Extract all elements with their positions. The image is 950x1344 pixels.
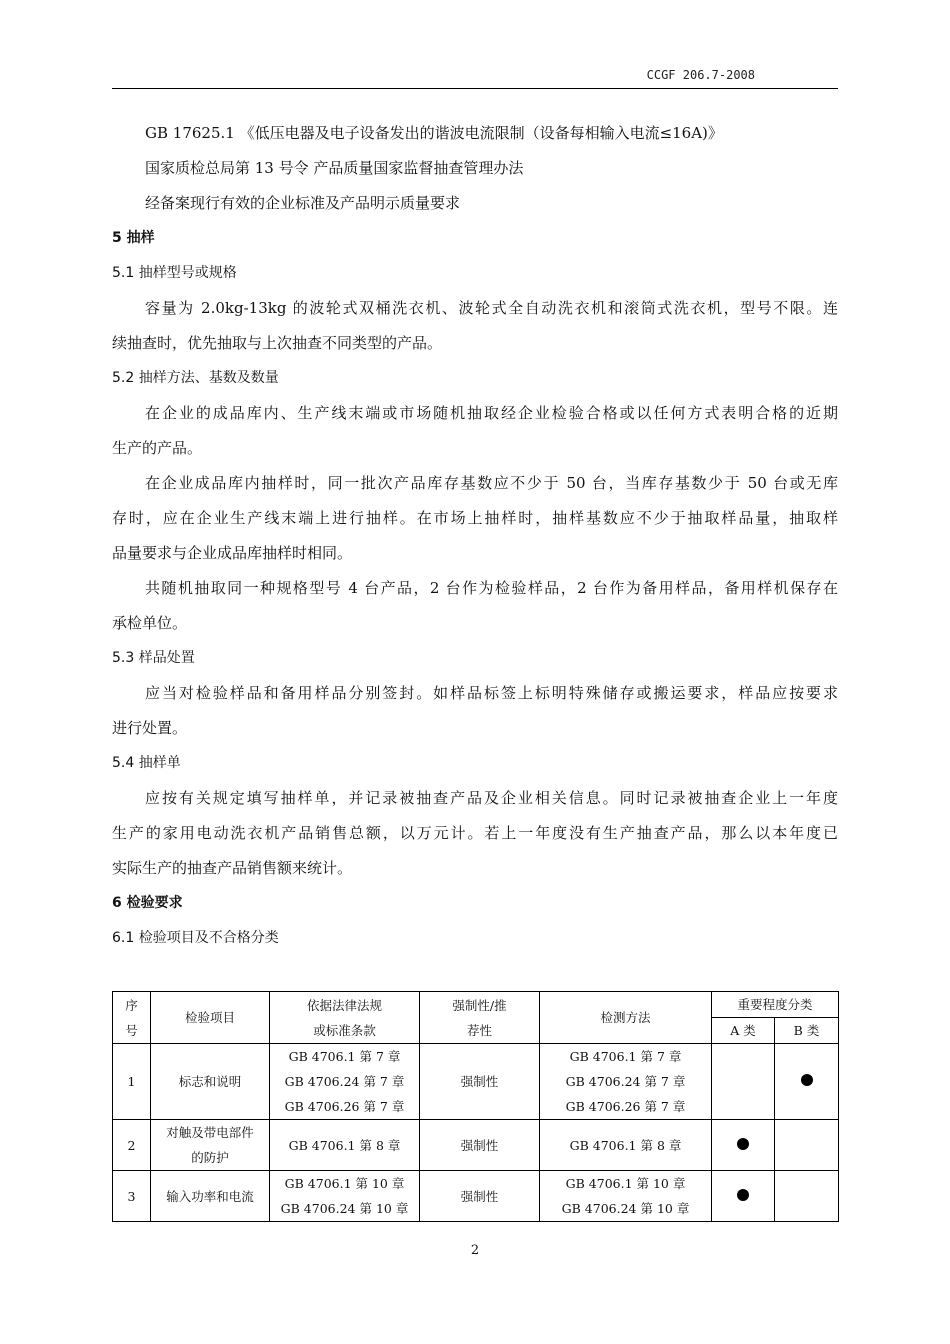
row-method: GB 4706.1 第 10 章 GB 4706.24 第 10 章 xyxy=(540,1171,712,1222)
row-class-b xyxy=(775,1171,839,1222)
row-mandatory: 强制性 xyxy=(420,1044,540,1120)
row-class-b xyxy=(775,1044,839,1120)
paragraph-line: 生产的产品。 xyxy=(112,439,203,457)
row-basis: GB 4706.1 第 10 章 GB 4706.24 第 10 章 xyxy=(270,1171,420,1222)
row-item: 输入功率和电流 xyxy=(151,1171,270,1222)
table-row xyxy=(113,1044,839,1120)
section-heading-sampling: 5 抽样 xyxy=(112,230,155,246)
regulation-reference-line: 国家质检总局第 13 号令 产品质量国家监督抽查管理办法 xyxy=(145,159,524,177)
document-body xyxy=(112,116,838,956)
paragraph-line: 承检单位。 xyxy=(112,614,188,632)
table-row xyxy=(113,1120,839,1171)
paragraph-line: 存时，应在企业生产线末端上进行抽样。在市场上抽样时，抽样基数应不少于抽取样品量，抽取样 xyxy=(112,509,838,527)
row-class-a xyxy=(712,1171,775,1222)
section-heading-inspection: 6 检验要求 xyxy=(112,895,183,911)
inspection-items-table xyxy=(112,991,839,1222)
paragraph-line: 在企业成品库内抽样时，同一批次产品库存基数应不少于 50 台，当库存基数少于 50 台或无库 xyxy=(145,474,838,492)
paragraph-line: 生产的家用电动洗衣机产品销售总额，以万元计。若上一年度没有生产抽查产品，那么以本年度已 xyxy=(112,824,838,842)
row-number: 1 xyxy=(113,1044,151,1120)
row-method: GB 4706.1 第 7 章 GB 4706.24 第 7 章 GB 4706.26 第 7 章 xyxy=(540,1044,712,1120)
header-mandatory: 强制性/推 荐性 xyxy=(420,992,540,1044)
row-item: 对触及带电部件 的防护 xyxy=(151,1120,270,1171)
row-basis: GB 4706.1 第 8 章 xyxy=(270,1120,420,1171)
row-class-a xyxy=(712,1044,775,1120)
row-class-b xyxy=(775,1120,839,1171)
paragraph-line: 应当对检验样品和备用样品分别签封。如样品标签上标明特殊储存或搬运要求，样品应按要求 xyxy=(145,684,838,702)
paragraph-line: 实际生产的抽查产品销售额来统计。 xyxy=(112,859,353,877)
row-basis: GB 4706.1 第 7 章 GB 4706.24 第 7 章 GB 4706.26 第 7 章 xyxy=(270,1044,420,1120)
table-row xyxy=(113,1171,839,1222)
paragraph-line: 共随机抽取同一种规格型号 4 台产品，2 台作为检验样品，2 台作为备用样品，备用样机保存在 xyxy=(145,579,838,597)
paragraph-line: 容量为 2.0kg-13kg 的波轮式双桶洗衣机、波轮式全自动洗衣机和滚筒式洗衣机，型号不限。连 xyxy=(145,299,838,317)
header-class-b: B 类 xyxy=(775,1018,839,1044)
standard-reference-line: GB 17625.1 《低压电器及电子设备发出的谐波电流限制（设备每相输入电流≤16A)》 xyxy=(145,124,723,142)
paragraph-line: 应按有关规定填写抽样单，并记录被抽查产品及企业相关信息。同时记录被抽查企业上一年度 xyxy=(145,789,838,807)
subsection-heading-5-4: 5.4 抽样单 xyxy=(112,755,181,771)
subsection-heading-5-3: 5.3 样品处置 xyxy=(112,650,195,666)
header-importance: 重要程度分类 xyxy=(712,992,839,1018)
row-method: GB 4706.1 第 8 章 xyxy=(540,1120,712,1171)
enterprise-standard-line: 经备案现行有效的企业标准及产品明示质量要求 xyxy=(145,194,461,212)
header-method: 检测方法 xyxy=(540,992,712,1044)
header-seq: 序 号 xyxy=(113,992,151,1044)
paragraph-line: 进行处置。 xyxy=(112,719,188,737)
subsection-heading-5-1: 5.1 抽样型号或规格 xyxy=(112,265,237,281)
row-number: 3 xyxy=(113,1171,151,1222)
filled-circle-icon xyxy=(737,1189,749,1201)
subsection-heading-5-2: 5.2 抽样方法、基数及数量 xyxy=(112,370,279,386)
row-mandatory: 强制性 xyxy=(420,1171,540,1222)
document-code: CCGF 206.7-2008 xyxy=(646,68,755,82)
header-rule xyxy=(112,88,838,89)
paragraph-line: 续抽查时，优先抽取与上次抽查不同类型的产品。 xyxy=(112,334,443,352)
paragraph-line: 品量要求与企业成品库抽样时相同。 xyxy=(112,544,353,562)
row-class-a xyxy=(712,1120,775,1171)
filled-circle-icon xyxy=(801,1074,813,1086)
table-header-row xyxy=(113,992,839,1018)
row-mandatory: 强制性 xyxy=(420,1120,540,1171)
header-item: 检验项目 xyxy=(151,992,270,1044)
paragraph-line: 在企业的成品库内、生产线末端或市场随机抽取经企业检验合格或以任何方式表明合格的近期 xyxy=(145,404,838,422)
filled-circle-icon xyxy=(737,1138,749,1150)
subsection-heading-6-1: 6.1 检验项目及不合格分类 xyxy=(112,930,279,946)
row-number: 2 xyxy=(113,1120,151,1171)
header-basis: 依据法律法规 或标准条款 xyxy=(270,992,420,1044)
page-number: 2 xyxy=(470,1243,480,1258)
row-item: 标志和说明 xyxy=(151,1044,270,1120)
header-class-a: A 类 xyxy=(712,1018,775,1044)
